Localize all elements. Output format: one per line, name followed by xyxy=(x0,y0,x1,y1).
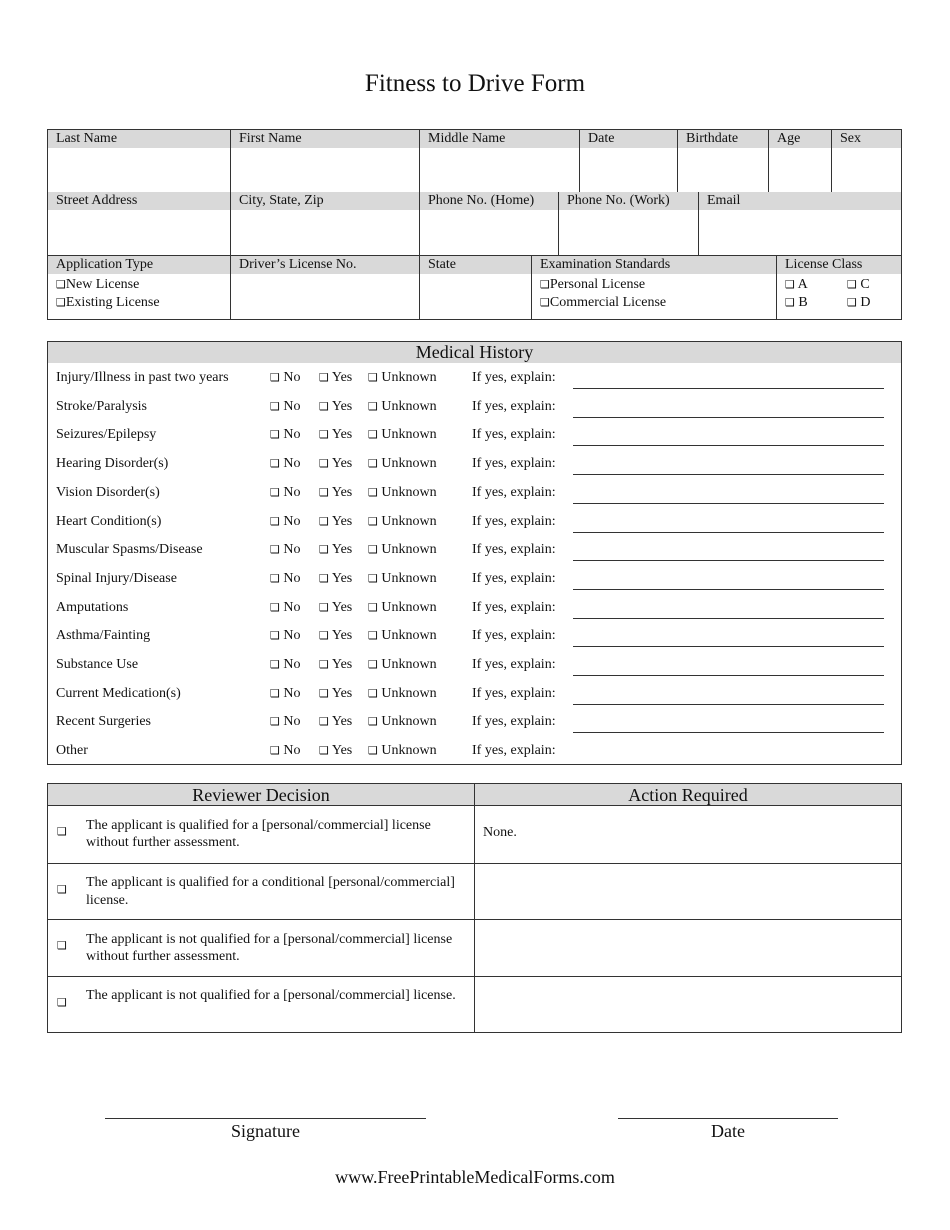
checkbox-icon[interactable]: ❑ xyxy=(270,744,280,758)
existing-license-label: Existing License xyxy=(65,295,160,310)
condition-label: Seizures/Epilepsy xyxy=(56,427,157,443)
checkbox-icon[interactable]: ❑ xyxy=(57,882,67,896)
personal-license-label: Personal License xyxy=(549,277,646,292)
option-unknown[interactable] xyxy=(368,712,437,732)
option-label: Unknown xyxy=(381,570,437,586)
option-label: Unknown xyxy=(381,743,437,759)
phone-work-label: Phone No. (Work) xyxy=(559,192,698,210)
reviewer-decision-heading: Reviewer Decision xyxy=(48,784,474,806)
age-label: Age xyxy=(769,130,831,148)
city-state-zip-cell[interactable] xyxy=(231,192,420,255)
option-label: Yes xyxy=(331,570,353,586)
checkbox-icon[interactable]: ❑ xyxy=(270,543,280,557)
option-label: No xyxy=(283,570,301,586)
checkbox-icon[interactable]: ❑ xyxy=(368,715,378,729)
explain-label: If yes, explain: xyxy=(472,628,556,644)
checkbox-icon[interactable]: ❑ xyxy=(319,571,329,585)
explain-label: If yes, explain: xyxy=(472,542,556,558)
option-yes[interactable] xyxy=(319,512,352,532)
option-label: Yes xyxy=(331,657,353,672)
signature-label: Signature xyxy=(231,1121,300,1141)
option-label: Yes xyxy=(331,542,353,558)
option-label: No xyxy=(283,685,301,701)
option-yes[interactable] xyxy=(319,454,352,474)
option-label: Unknown xyxy=(381,542,437,558)
option-label: Unknown xyxy=(381,370,437,385)
option-no[interactable] xyxy=(270,569,301,589)
option-no[interactable] xyxy=(270,425,301,445)
option-unknown[interactable] xyxy=(368,512,437,532)
option-unknown[interactable] xyxy=(368,741,437,761)
class-b-option[interactable] xyxy=(785,294,847,312)
explain-label: If yes, explain: xyxy=(472,714,556,730)
checkbox-icon[interactable]: ❑ xyxy=(270,686,280,700)
medical-history-row xyxy=(48,655,901,675)
medical-history-row xyxy=(48,540,901,560)
middle-name-label: Middle Name xyxy=(420,130,579,148)
explain-line[interactable] xyxy=(573,417,884,418)
option-label: No xyxy=(283,370,301,385)
sex-cell[interactable] xyxy=(832,130,901,192)
checkbox-icon[interactable]: ❑ xyxy=(270,571,280,585)
option-label: Yes xyxy=(331,398,353,414)
checkbox-icon[interactable]: ❑ xyxy=(270,600,280,614)
condition-label: Muscular Spasms/Disease xyxy=(56,542,203,558)
checkbox-icon[interactable]: ❑ xyxy=(57,825,67,839)
option-unknown[interactable] xyxy=(368,397,437,417)
medical-history-row xyxy=(48,626,901,646)
last-name-cell[interactable] xyxy=(48,130,231,192)
explain-label: If yes, explain: xyxy=(472,398,556,414)
option-label: Unknown xyxy=(381,685,437,701)
explain-line[interactable] xyxy=(573,503,884,504)
checkbox-icon[interactable]: ❑ xyxy=(847,296,857,309)
email-cell[interactable] xyxy=(699,192,901,255)
medical-history-row xyxy=(48,425,901,445)
action-required-cell[interactable]: None. xyxy=(483,825,517,841)
option-no[interactable] xyxy=(270,684,301,704)
existing-license-option[interactable] xyxy=(56,294,230,312)
checkbox-icon[interactable]: ❑ xyxy=(319,686,329,700)
condition-label: Asthma/Fainting xyxy=(56,628,151,644)
option-no[interactable] xyxy=(270,540,301,560)
explain-line[interactable] xyxy=(573,532,884,533)
checkbox-icon[interactable]: ❑ xyxy=(368,629,378,643)
option-label: Yes xyxy=(331,513,353,529)
explain-line[interactable] xyxy=(573,732,884,733)
option-no[interactable] xyxy=(270,655,301,675)
form-title: Fitness to Drive Form xyxy=(364,70,586,97)
medical-history-row xyxy=(48,483,901,503)
option-yes[interactable] xyxy=(319,368,352,388)
class-a-label: A xyxy=(797,277,808,292)
signature-line[interactable] xyxy=(105,1118,426,1119)
decision-text: The applicant is not qualified for a [personal/commercial] license without further assessment. xyxy=(86,931,453,965)
age-cell[interactable] xyxy=(769,130,832,192)
option-no[interactable] xyxy=(270,741,301,761)
option-unknown[interactable] xyxy=(368,425,437,445)
option-yes[interactable] xyxy=(319,712,352,732)
checkbox-icon[interactable]: ❑ xyxy=(368,399,378,413)
medical-history-row xyxy=(48,712,901,732)
checkbox-icon[interactable]: ❑ xyxy=(57,939,67,953)
option-label: Unknown xyxy=(381,456,437,472)
state-label: State xyxy=(420,256,531,274)
condition-label: Substance Use xyxy=(56,657,139,672)
explain-line[interactable] xyxy=(573,560,884,561)
explain-line[interactable] xyxy=(573,388,884,389)
checkbox-icon[interactable]: ❑ xyxy=(57,995,67,1009)
checkbox-icon[interactable]: ❑ xyxy=(368,600,378,614)
option-label: Unknown xyxy=(381,398,437,414)
option-label: No xyxy=(283,513,301,529)
explain-line[interactable] xyxy=(573,589,884,590)
checkbox-icon[interactable]: ❑ xyxy=(319,399,329,413)
option-yes[interactable] xyxy=(319,655,352,675)
reviewer-row xyxy=(48,919,901,976)
option-unknown[interactable] xyxy=(368,626,437,646)
checkbox-icon[interactable]: ❑ xyxy=(319,371,329,384)
option-no[interactable] xyxy=(270,397,301,417)
explain-label: If yes, explain: xyxy=(472,570,556,586)
class-b-label: B xyxy=(798,295,808,310)
option-label: No xyxy=(283,427,301,443)
drivers-license-label: Driver’s License No. xyxy=(231,256,419,274)
option-no[interactable] xyxy=(270,454,301,474)
explain-label: If yes, explain: xyxy=(472,370,556,385)
option-label: No xyxy=(283,743,301,759)
checkbox-icon[interactable]: ❑ xyxy=(847,278,857,291)
medical-history-row xyxy=(48,368,901,388)
sex-label: Sex xyxy=(832,130,901,148)
birthdate-label: Birthdate xyxy=(678,130,768,148)
license-info-row xyxy=(47,256,902,320)
condition-label: Hearing Disorder(s) xyxy=(56,456,169,472)
class-a-option[interactable] xyxy=(785,276,847,294)
explain-label: If yes, explain: xyxy=(472,657,556,672)
city-state-zip-label: City, State, Zip xyxy=(231,192,419,210)
class-c-label: C xyxy=(860,277,870,292)
checkbox-icon[interactable]: ❑ xyxy=(319,629,329,643)
license-class-label: License Class xyxy=(777,256,901,274)
checkbox-icon[interactable]: ❑ xyxy=(540,296,550,309)
condition-label: Amputations xyxy=(56,599,129,615)
checkbox-icon[interactable]: ❑ xyxy=(785,296,795,309)
option-label: No xyxy=(283,542,301,558)
explain-label: If yes, explain: xyxy=(472,685,556,701)
option-label: Yes xyxy=(331,628,353,644)
date-label: Date xyxy=(580,130,677,148)
new-license-option[interactable] xyxy=(56,276,230,294)
checkbox-icon[interactable]: ❑ xyxy=(368,485,378,499)
option-label: Unknown xyxy=(381,599,437,615)
checkbox-icon[interactable]: ❑ xyxy=(270,658,280,671)
checkbox-icon[interactable]: ❑ xyxy=(319,543,329,557)
class-d-option[interactable] xyxy=(847,294,897,312)
explain-label: If yes, explain: xyxy=(472,484,556,500)
application-type-cell xyxy=(48,256,231,319)
personal-license-option[interactable] xyxy=(540,276,776,294)
phone-home-label: Phone No. (Home) xyxy=(420,192,558,210)
decision-text: The applicant is qualified for a [personal/commercial] license without further assessment. xyxy=(86,817,431,851)
medical-history-row xyxy=(48,569,901,589)
option-yes[interactable] xyxy=(319,626,352,646)
checkbox-icon[interactable]: ❑ xyxy=(270,399,280,413)
option-yes[interactable] xyxy=(319,540,352,560)
option-yes[interactable] xyxy=(319,684,352,704)
checkbox-icon[interactable]: ❑ xyxy=(319,485,329,499)
option-label: Yes xyxy=(331,685,353,701)
medical-history-row xyxy=(48,684,901,704)
option-yes[interactable] xyxy=(319,397,352,417)
medical-history-row xyxy=(48,397,901,417)
reviewer-row xyxy=(48,976,901,1033)
checkbox-icon[interactable]: ❑ xyxy=(319,514,329,528)
date-line[interactable] xyxy=(618,1118,838,1119)
checkbox-icon[interactable]: ❑ xyxy=(270,371,280,384)
condition-label: Recent Surgeries xyxy=(56,714,151,730)
date-signed-label: Date xyxy=(711,1121,745,1141)
explain-line[interactable] xyxy=(573,618,884,619)
checkbox-icon[interactable]: ❑ xyxy=(368,371,378,384)
application-type-label: Application Type xyxy=(48,256,230,274)
explain-label: If yes, explain: xyxy=(472,599,556,615)
option-label: Unknown xyxy=(381,628,437,644)
checkbox-icon[interactable]: ❑ xyxy=(319,457,329,471)
option-label: Unknown xyxy=(381,657,437,672)
option-label: Unknown xyxy=(381,484,437,500)
option-label: No xyxy=(283,484,301,500)
birthdate-cell[interactable] xyxy=(678,130,769,192)
option-no[interactable] xyxy=(270,483,301,503)
medical-history-row xyxy=(48,454,901,474)
option-unknown[interactable] xyxy=(368,483,437,503)
explain-line[interactable] xyxy=(573,474,884,475)
explain-line[interactable] xyxy=(573,445,884,446)
option-label: No xyxy=(283,599,301,615)
checkbox-icon[interactable]: ❑ xyxy=(319,658,329,671)
explain-label: If yes, explain: xyxy=(472,456,556,472)
checkbox-icon[interactable]: ❑ xyxy=(270,514,280,528)
state-cell[interactable] xyxy=(420,256,532,319)
checkbox-icon[interactable]: ❑ xyxy=(368,686,378,700)
middle-name-cell[interactable] xyxy=(420,130,580,192)
option-label: Yes xyxy=(331,456,353,472)
checkbox-icon[interactable]: ❑ xyxy=(368,543,378,557)
new-license-label: New License xyxy=(65,277,140,292)
checkbox-icon[interactable]: ❑ xyxy=(368,658,378,671)
option-unknown[interactable] xyxy=(368,655,437,675)
phone-work-cell[interactable] xyxy=(559,192,699,255)
condition-label: Current Medication(s) xyxy=(56,685,181,701)
option-label: Unknown xyxy=(381,714,437,730)
option-unknown[interactable] xyxy=(368,454,437,474)
application-type-options xyxy=(48,276,230,312)
checkbox-icon[interactable]: ❑ xyxy=(368,428,378,442)
condition-label: Injury/Illness in past two years xyxy=(56,370,229,385)
option-no[interactable] xyxy=(270,626,301,646)
footer-url: www.FreePrintableMedicalForms.com xyxy=(335,1167,615,1187)
option-label: Unknown xyxy=(381,513,437,529)
decision-text: The applicant is qualified for a conditional [personal/commercial] license. xyxy=(86,875,455,908)
option-label: Yes xyxy=(331,714,353,730)
checkbox-icon[interactable]: ❑ xyxy=(540,278,550,291)
checkbox-icon[interactable]: ❑ xyxy=(270,485,280,499)
medical-history-row xyxy=(48,741,901,761)
condition-label: Spinal Injury/Disease xyxy=(56,570,177,586)
medical-history-row xyxy=(48,512,901,532)
option-yes[interactable] xyxy=(319,425,352,445)
personal-info-row xyxy=(47,129,902,193)
condition-label: Vision Disorder(s) xyxy=(56,484,160,500)
option-label: No xyxy=(283,456,301,472)
option-label: No xyxy=(283,657,301,672)
explain-label: If yes, explain: xyxy=(472,513,556,529)
checkbox-icon[interactable]: ❑ xyxy=(270,629,280,643)
option-unknown[interactable] xyxy=(368,569,437,589)
medical-history-heading: Medical History xyxy=(48,342,901,363)
class-d-label: D xyxy=(860,295,871,310)
first-name-cell[interactable] xyxy=(231,130,420,192)
option-label: Unknown xyxy=(381,427,437,443)
checkbox-icon[interactable]: ❑ xyxy=(319,744,329,758)
option-unknown[interactable] xyxy=(368,368,437,388)
checkbox-icon[interactable]: ❑ xyxy=(319,600,329,614)
option-unknown[interactable] xyxy=(368,540,437,560)
checkbox-icon[interactable]: ❑ xyxy=(56,296,66,309)
street-address-label: Street Address xyxy=(48,192,230,210)
checkbox-icon[interactable]: ❑ xyxy=(319,428,329,442)
option-label: No xyxy=(283,714,301,730)
examination-standards-cell xyxy=(532,256,777,319)
commercial-license-option[interactable] xyxy=(540,294,776,312)
condition-label: Other xyxy=(56,743,88,759)
street-address-cell[interactable] xyxy=(48,192,231,255)
checkbox-icon[interactable]: ❑ xyxy=(270,457,280,471)
option-unknown[interactable] xyxy=(368,598,437,618)
option-label: Yes xyxy=(331,599,353,615)
medical-history-section xyxy=(47,341,902,765)
option-yes[interactable] xyxy=(319,483,352,503)
condition-label: Stroke/Paralysis xyxy=(56,398,147,414)
option-label: No xyxy=(283,398,301,414)
option-no[interactable] xyxy=(270,712,301,732)
checkbox-icon[interactable]: ❑ xyxy=(368,744,378,758)
option-label: No xyxy=(283,628,301,644)
option-label: Yes xyxy=(331,370,353,385)
license-class-options xyxy=(777,276,901,312)
checkbox-icon[interactable]: ❑ xyxy=(270,715,280,729)
last-name-label: Last Name xyxy=(48,130,230,148)
option-yes[interactable] xyxy=(319,569,352,589)
checkbox-icon[interactable]: ❑ xyxy=(270,428,280,442)
explain-label: If yes, explain: xyxy=(472,743,556,759)
option-no[interactable] xyxy=(270,512,301,532)
license-class-cell xyxy=(777,256,901,319)
commercial-license-label: Commercial License xyxy=(549,295,667,310)
option-yes[interactable] xyxy=(319,598,352,618)
checkbox-icon[interactable]: ❑ xyxy=(368,571,378,585)
drivers-license-cell[interactable] xyxy=(231,256,420,319)
reviewer-row xyxy=(48,806,901,863)
examination-standards-options xyxy=(532,276,776,312)
option-label: Yes xyxy=(331,484,353,500)
email-label: Email xyxy=(699,192,901,210)
explain-line[interactable] xyxy=(573,704,884,705)
phone-home-cell[interactable] xyxy=(420,192,559,255)
medical-history-row xyxy=(48,598,901,618)
first-name-label: First Name xyxy=(231,130,419,148)
date-cell[interactable] xyxy=(580,130,678,192)
option-yes[interactable] xyxy=(319,741,352,761)
explain-label: If yes, explain: xyxy=(472,427,556,443)
explain-line[interactable] xyxy=(573,675,884,676)
option-no[interactable] xyxy=(270,598,301,618)
explain-line[interactable] xyxy=(573,646,884,647)
decision-text: The applicant is not qualified for a [personal/commercial] license. xyxy=(86,988,456,1004)
checkbox-icon[interactable]: ❑ xyxy=(368,514,378,528)
checkbox-icon[interactable]: ❑ xyxy=(368,457,378,471)
reviewer-row xyxy=(48,863,901,920)
checkbox-icon[interactable]: ❑ xyxy=(56,278,66,291)
checkbox-icon[interactable]: ❑ xyxy=(785,278,795,291)
option-no[interactable] xyxy=(270,368,301,388)
reviewer-table xyxy=(47,783,902,1033)
action-required-heading: Action Required xyxy=(474,784,901,806)
option-unknown[interactable] xyxy=(368,684,437,704)
class-c-option[interactable] xyxy=(847,276,897,294)
option-label: Yes xyxy=(331,427,353,443)
checkbox-icon[interactable]: ❑ xyxy=(319,715,329,729)
contact-info-row xyxy=(47,192,902,256)
option-label: Yes xyxy=(331,743,353,759)
condition-label: Heart Condition(s) xyxy=(56,513,162,529)
examination-standards-label: Examination Standards xyxy=(532,256,776,274)
